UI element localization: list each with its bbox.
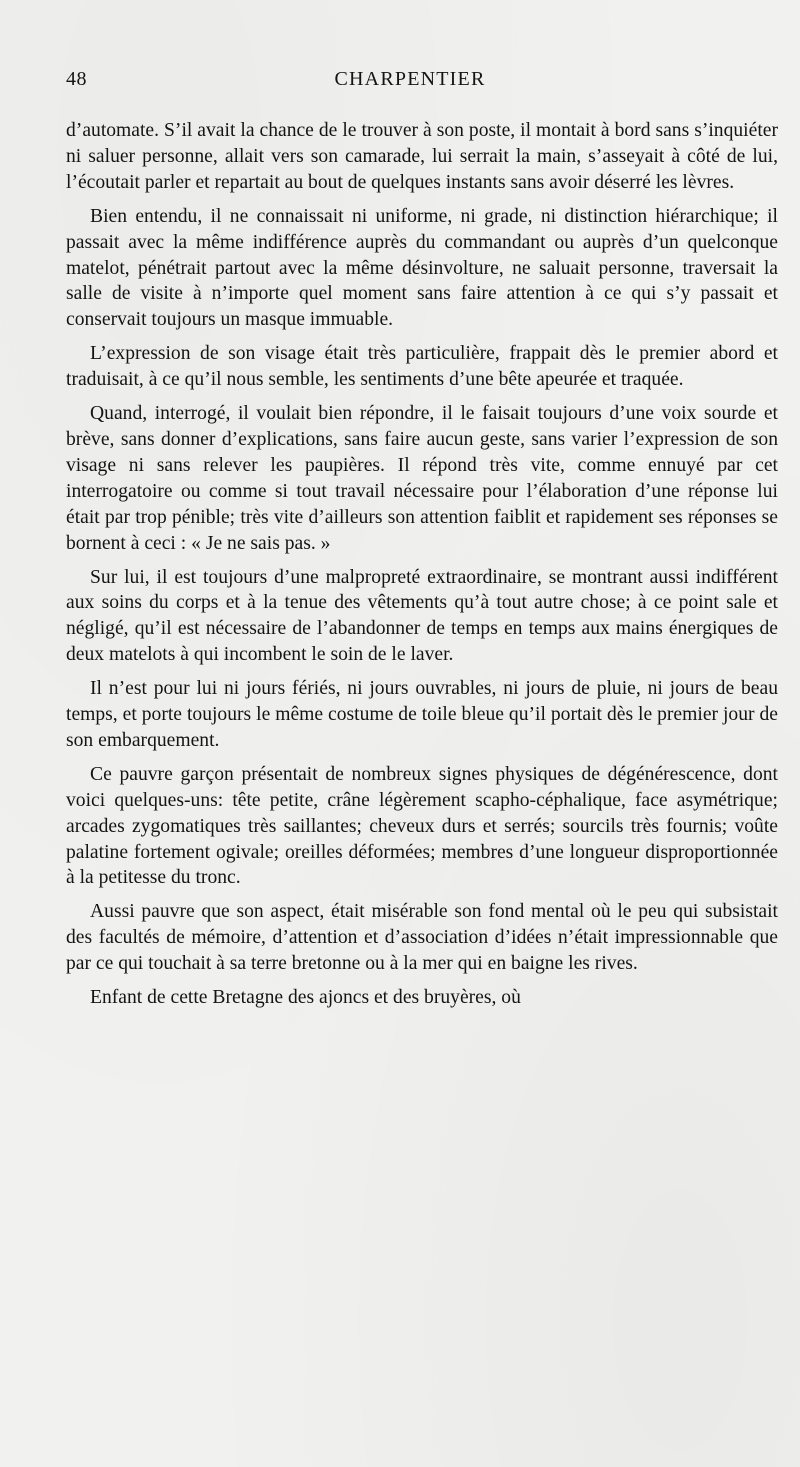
page-header	[66, 68, 754, 98]
paragraph-7: Ce pauvre garçon présentait de nombreux signes physiques de dégénérescence, dont voici quelques-uns: tête petite, crâne légèrement scapho-céphalique, face asymétrique; arcades zygomatiques très saillantes; cheveux durs et serrés; sourcils très fournis; voûte palatine fortement ogivale; oreilles déformées; membres d’une longueur disproportionnée à la petitesse du tronc.	[66, 763, 778, 889]
paragraph-1: d’automate. S’il avait la chance de le trouver à son poste, il montait à bord sans s’inquiéter ni saluer personne, allait vers son camarade, lui serrait la main, s’asseyait à côté de lui, l’écoutait parler et repartait au bout de quelques instants sans avoir déserré les lèvres.	[66, 120, 778, 193]
paragraph-8: Aussi pauvre que son aspect, était misérable son fond mental où le peu qui subsistait des facultés de mémoire, d’attention et d’association d’idées n’était impressionnable que par ce qui touchait à sa terre bretonne ou à la mer qui en baigne les rives.	[66, 901, 778, 975]
paragraph-2: Bien entendu, il ne connaissait ni uniforme, ni grade, ni distinction hiérarchique; il passait avec la même indifférence auprès du commandant ou auprès d’un quelconque matelot, pénétrait partout avec la même désinvolture, ne saluait personne, traversait la salle de visite à n’importe quel moment sans faire attention à ce qui s’y passait et conservait toujours un masque immuable.	[66, 205, 778, 331]
paragraph-9: Enfant de cette Bretagne des ajoncs et des bruyères, où	[90, 987, 521, 1009]
paragraph-5: Sur lui, il est toujours d’une malpropreté extraordinaire, se montrant aussi indifférent aux soins du corps et à la tenue des vêtements qu’à tout autre chose; à ce point sale et négligé, qu’il est nécessaire de l’abandonner de temps en temps aux mains énergiques de deux matelots à qui incombent le soin de le laver.	[66, 566, 778, 666]
paragraph-3: L’expression de son visage était très particulière, frappait dès le premier abord et traduisait, à ce qu’il nous semble, les sentiments d’une bête apeurée et traquée.	[66, 343, 778, 391]
running-head: CHARPENTIER	[334, 68, 486, 90]
page-number: 48	[66, 68, 87, 90]
paragraph-6: Il n’est pour lui ni jours fériés, ni jours ouvrables, ni jours de pluie, ni jours de beau temps, et porte toujours le même costume de toile bleue qu’il portait dès le premier jour de son embarquement.	[66, 678, 778, 751]
paragraph-4: Quand, interrogé, il voulait bien répondre, il le faisait toujours d’une voix sourde et brève, sans donner d’explications, sans faire aucun geste, sans varier l’expression de son visage ni sans relever les paupières. Il répond très vite, comme ennuyé par cet interrogatoire ou comme si tout travail nécessaire pour l’élaboration d’une réponse lui était par trop pénible; très vite d’ailleurs son attention faiblit et rapidement ses réponses se bornent à ceci : « Je ne sais pas. »	[66, 403, 778, 554]
body-text	[66, 118, 778, 1019]
